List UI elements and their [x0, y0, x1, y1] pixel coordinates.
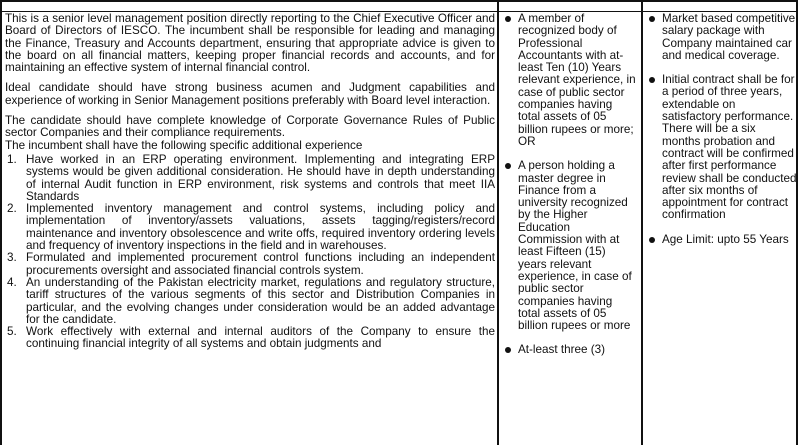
column-divider: [641, 2, 643, 445]
list-item: A member of recognized body of Professional Accountants with at-least Ten (10) Years relevant experience, in case of public sector companies having total assets of 05 billion rupees or more; OR: [503, 13, 637, 148]
list-item: 4. An understanding of the Pakistan electricity market, regulations and regulatory structure, tariff structures of the various segments of this sector and Distribution Companies in particular, and the evolving changes under consideration would be an added advantage for the candidate.: [7, 275, 495, 326]
list-item: Market based competitive salary package with Company maintained car and medical coverage.: [647, 13, 797, 62]
governance-knowledge-paragraph: The candidate should have complete knowledge of Corporate Governance Rules of Public sector Companies and their compliance requirements.: [5, 114, 495, 140]
description-column: [5, 13, 495, 351]
table-header-band: [2, 2, 796, 12]
list-item: A person holding a master degree in Finance from a university recognized by the Higher Education Commission with at least Fifteen (15) years relevant experience, in case of public sector companies having total assets of 05 billion rupees or more: [503, 160, 637, 332]
list-item: 5. Work effectively with external and internal auditors of the Company to ensure the continuing financial integrity of all systems and obtain judgments and: [7, 325, 495, 351]
list-item: Age Limit: upto 55 Years: [647, 234, 797, 246]
column-divider: [497, 2, 499, 445]
role-summary-paragraph: This is a senior level management position directly reporting to the Chief Executive Officer and Board of Directors of IESCO. The incumbent shall be responsible for leading and managing the Finance, Treasury and Accounts department, ensuring that appropriate advice is given to the board on all financial matters, keeping proper financial records and accounts, and for maintaining an effective system of internal financial control.: [5, 12, 495, 75]
experience-list: [5, 154, 495, 351]
qualification-column: [503, 13, 637, 369]
ideal-candidate-paragraph: Ideal candidate should have strong business acumen and Judgment capabilities and experience of working in Senior Management positions preferably with Board level interaction.: [5, 81, 495, 107]
package-list: [647, 13, 797, 246]
list-item: Initial contract shall be for a period of three years, extendable on satisfactory performance. There will be a six months probation and contract will be confirmed after first performance review shall be conducted after six months of appointment for contract confirmation: [647, 74, 797, 222]
qualification-list: [503, 13, 637, 357]
list-item: 1. Have worked in an ERP operating environment. Implementing and integrating ERP systems would be given additional consideration. He should have in depth understanding of internal Audit function in ERP environment, risk systems and controls that meet IIA Standards: [7, 152, 495, 203]
list-item: 2. Implemented inventory management and control systems, including policy and implementation of inventory/assets valuations, assets tagging/registers/record maintenance and inventory obsolescence and write offs, required inventory ordering levels and frequency of inventory inspections in the field and in warehouses.: [7, 202, 495, 253]
list-item: At-least three (3): [503, 344, 637, 356]
additional-experience-intro: The incumbent shall have the following specific additional experience: [5, 138, 363, 152]
package-column: [647, 13, 797, 258]
list-item: 3. Formulated and implemented procurement control functions including an independent procurements oversight and associated financial controls system.: [7, 251, 495, 277]
